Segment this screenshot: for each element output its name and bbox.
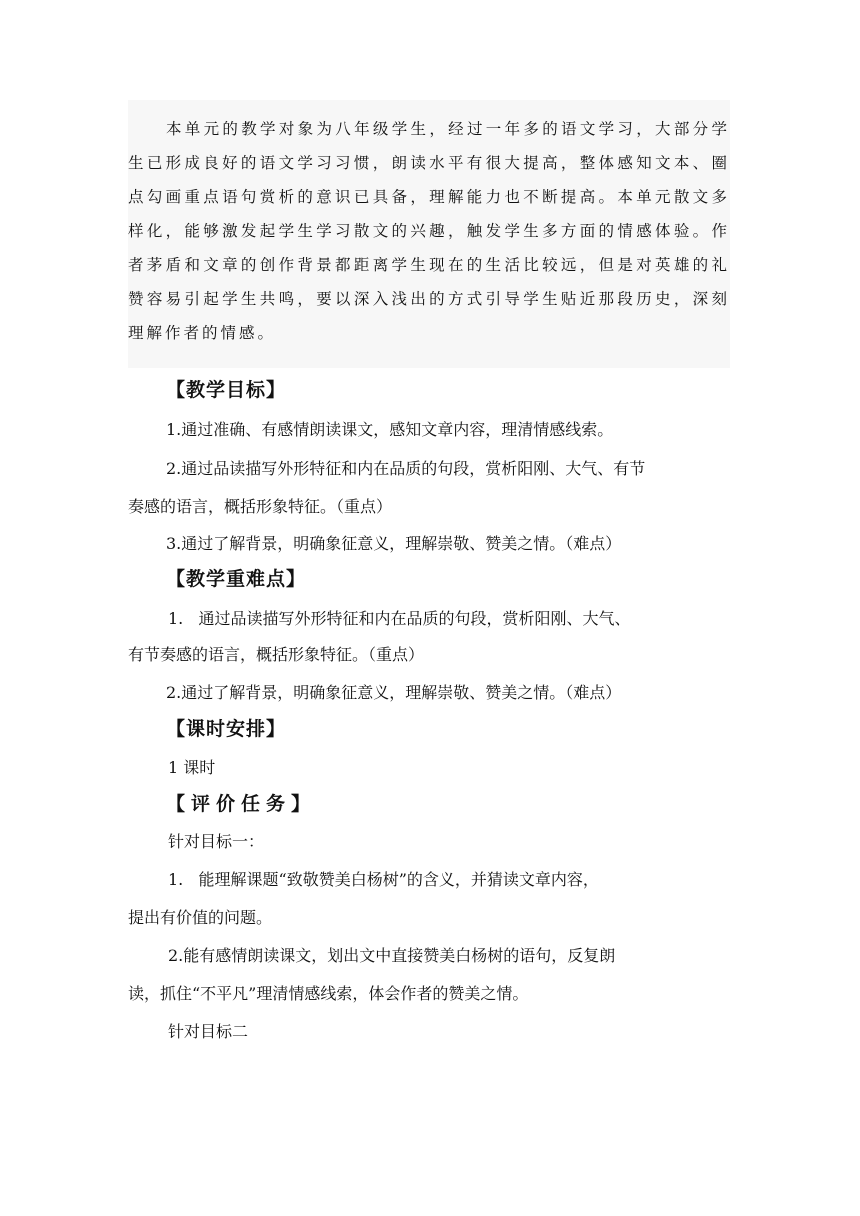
evaluation-target-1: 针对目标一： (168, 832, 265, 851)
evaluation-task-1-line-2: 提出有价值的问题。 (128, 908, 273, 927)
intro-block (128, 100, 730, 368)
evaluation-task-2-line-2: 读，抓住“不平凡”理清情感线索，体会作者的赞美之情。 (128, 984, 529, 1003)
objective-item-3: 3.通过了解背景，明确象征意义，理解崇敬、赞美之情。（难点） (166, 534, 622, 553)
schedule-heading: 【课时安排】 (166, 718, 287, 740)
key-points-heading: 【教学重难点】 (166, 568, 307, 590)
objective-item-2-line-2: 奏感的语言，概括形象特征。（重点） (128, 497, 393, 516)
intro-paragraph: 本单元的教学对象为八年级学生，经过一年多的语文学习，大部分学生已形成良好的语文学习习惯，朗读水平有很大提高，整体感知文本、圈点勾画重点语句赏析的意识已具备，理解能力也不断提高。本单元散文多样化，能够激发起学生学习散文的兴趣，触发学生多方面的情感体验。作者茅盾和文章的创作背景都距离学生现在的生活比较远，但是对英雄的礼赞容易引起学生共鸣，要以深入浅出的方式引导学生贴近那段历史，深刻理解作者的情感。 (128, 120, 730, 342)
objective-item-1: 1.通过准确、有感情朗读课文，感知文章内容，理清情感线索。 (166, 420, 614, 439)
evaluation-task-2-line-1: 2.能有感情朗读课文，划出文中直接赞美白杨树的语句，反复朗 (168, 946, 616, 965)
objectives-heading: 【教学目标】 (166, 379, 287, 401)
key-point-item-1-line-1: 1. 通过品读描写外形特征和内在品质的句段，赏析阳刚、大气、 (168, 609, 631, 628)
key-point-item-2: 2.通过了解背景，明确象征意义，理解崇敬、赞美之情。（难点） (166, 683, 622, 702)
key-point-item-1-line-2: 有节奏感的语言，概括形象特征。（重点） (128, 645, 425, 664)
evaluation-heading: 【评价任务】 (166, 793, 317, 815)
evaluation-task-1-line-1: 1. 能理解课题“致敬赞美白杨树”的含义，并猜读文章内容， (168, 870, 599, 889)
objective-item-2-line-1: 2.通过品读描写外形特征和内在品质的句段，赏析阳刚、大气、有节 (166, 459, 646, 478)
evaluation-target-2: 针对目标二 (168, 1022, 249, 1041)
schedule-value: 1 课时 (168, 758, 216, 777)
